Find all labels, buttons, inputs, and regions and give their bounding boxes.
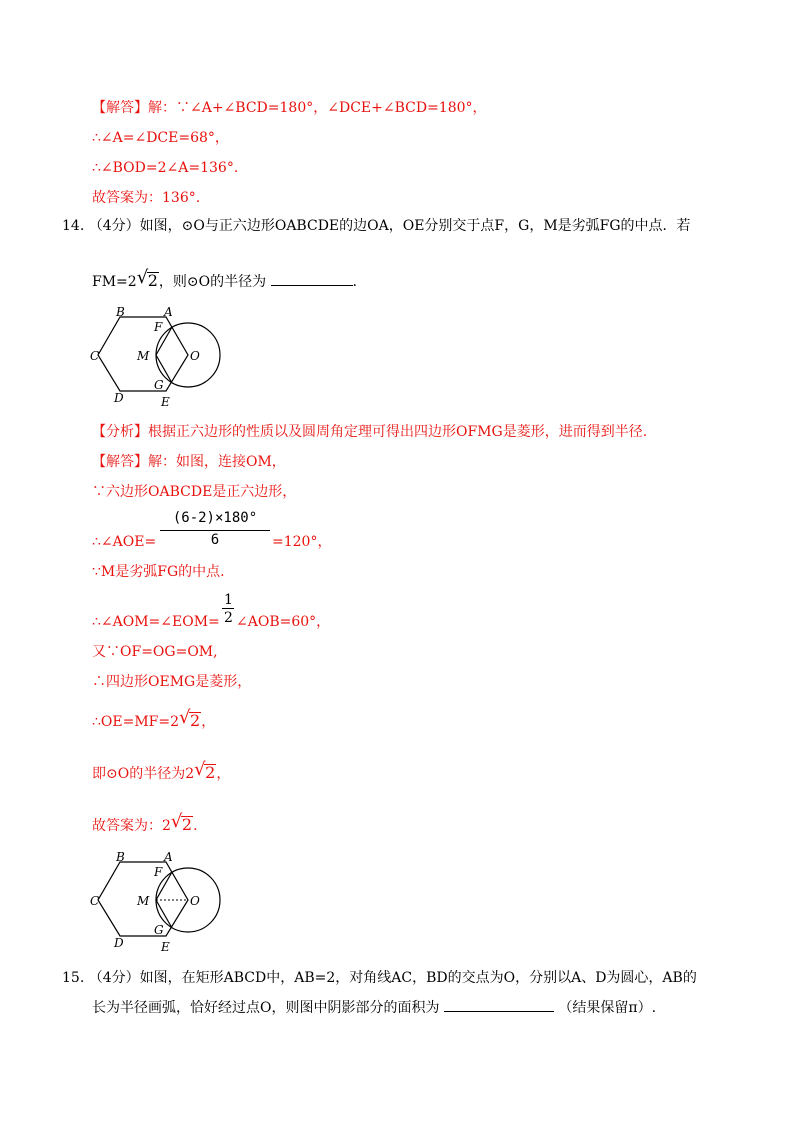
label-O: O (190, 894, 200, 908)
hexagon-circle-figure (88, 305, 228, 410)
hexagon-circle-figure-solution (88, 850, 228, 955)
label-C: C (90, 894, 100, 908)
question-number: 15. (62, 970, 85, 986)
label-F: F (154, 320, 163, 334)
answer-blank[interactable] (271, 285, 353, 286)
label-E: E (161, 940, 170, 954)
label-M: M (137, 349, 150, 363)
q14-answer: 故答案为：2 √ 2. (92, 811, 198, 834)
label-G: G (154, 923, 164, 937)
analysis-tag: 【分析】 (92, 424, 148, 440)
q14-analysis: 【分析】根据正六边形的性质以及圆周角定理可得出四边形OFMG是菱形，进而得到半径. (92, 424, 648, 440)
fraction-bar (160, 530, 270, 531)
label-B: B (116, 305, 125, 319)
question-score: （4分） (88, 970, 140, 986)
q15-stem-line-2: 长为半径画弧，恰好经过点O，则图中阴影部分的面积为 （结果保留π）. (92, 1000, 657, 1016)
q14-solution-line-6: 又∵OF=OG=OM, (92, 644, 218, 660)
sqrt-expression: √ 2 (179, 707, 201, 730)
q14-solution-line-3-right: =120°， (272, 534, 332, 550)
q13-solution-line-2: ∴∠A=∠DCE=68°， (92, 130, 229, 146)
q13-solution-line-1: 【解答】解：∵∠A+∠BCD=180°，∠DCE+∠BCD=180°， (92, 100, 487, 116)
q14-solution-line-3-left: ∴∠AOE= (92, 534, 157, 550)
question-number: 14. (62, 218, 85, 234)
fraction-numerator: (6-2)×180° (172, 510, 258, 526)
label-B: B (116, 850, 125, 864)
label-D: D (114, 936, 124, 950)
q14-solution-line-9: 即⊙O的半径为2 √ 2， (92, 759, 231, 782)
label-A: A (164, 305, 173, 319)
solution-tag: 【解答】 (92, 100, 148, 116)
label-O: O (190, 349, 200, 363)
q13-answer: 故答案为：136°. (92, 190, 201, 206)
q14-stem-line-1: 14. （4分）如图，⊙O与正六边形OABCDE的边OA，OE分别交于点F，G，M是劣弧FG的中点．若 (62, 218, 691, 234)
q14-solution-line-7: ∴四边形OEMG是菱形， (92, 674, 252, 690)
q15-stem-line-1: 15. （4分）如图，在矩形ABCD中，AB=2，对角线AC，BD的交点为O，分别以A、D为圆心，AB的 (62, 970, 697, 986)
q14-solution-line-2: ∵六边形OABCDE是正六边形， (92, 484, 297, 500)
answer-blank[interactable] (444, 1011, 554, 1012)
label-D: D (114, 391, 124, 405)
label-F: F (154, 865, 163, 879)
sqrt-expression: √ 2 (136, 267, 158, 290)
q14-solution-line-5-left: ∴∠AOM=∠EOM= (92, 614, 220, 630)
label-E: E (161, 395, 170, 409)
q14-solution-line-8: ∴OE=MF=2 √ 2， (92, 707, 216, 730)
solution-tag: 【解答】 (92, 454, 148, 470)
half-denominator: 2 (224, 610, 233, 626)
q14-solution-line-5-right: ∠AOB=60°， (236, 614, 331, 630)
label-M: M (137, 894, 150, 908)
label-C: C (90, 349, 100, 363)
fraction-denominator: 6 (210, 532, 220, 548)
q14-solution-line-1: 【解答】解：如图，连接OM， (92, 454, 286, 470)
question-score: （4分） (88, 218, 140, 234)
q14-stem-line-2: FM=2 √ 2，则⊙O的半径为 . (92, 267, 357, 290)
q14-solution-line-4: ∵M是劣弧FG的中点. (92, 564, 225, 580)
sqrt-expression: √ 2 (194, 759, 216, 782)
label-A: A (164, 850, 173, 864)
half-numerator: 1 (224, 592, 233, 608)
sqrt-expression: √ 2 (170, 811, 193, 834)
label-G: G (154, 378, 164, 392)
q13-solution-line-3: ∴∠BOD=2∠A=136°. (92, 160, 239, 176)
